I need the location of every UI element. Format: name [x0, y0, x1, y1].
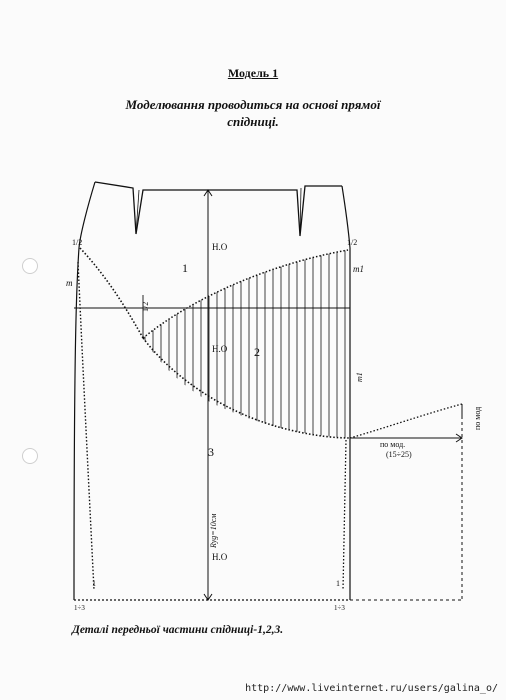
bottom-left-label: 1÷3	[74, 604, 85, 612]
vertical-note: Ryg=10см	[209, 513, 218, 548]
waist-line	[95, 182, 342, 236]
m-left-label: m	[66, 278, 73, 288]
region-3-label: 3	[208, 445, 214, 459]
h-right-label: 1	[336, 579, 340, 588]
region-1-label: 1	[182, 261, 188, 275]
ho-label-middle: Н.О	[212, 344, 228, 354]
model-title: Модель 1	[227, 66, 279, 80]
ho-label-lower: Н.О	[212, 552, 228, 562]
hatched-region-2	[143, 250, 350, 438]
frac-half-mid: 1/2	[141, 301, 150, 312]
bottom-right-label: 1÷3	[334, 604, 345, 612]
right-panel-edge	[343, 440, 346, 590]
po-mod-label: по мод	[473, 406, 482, 430]
upper-model-curve	[80, 248, 143, 338]
m1-right-label: m1	[353, 264, 364, 274]
source-url: http://www.liveinternet.ru/users/galina_o/	[245, 683, 498, 694]
ho-label-upper: Н.О	[212, 242, 228, 252]
left-panel-edge	[78, 262, 94, 590]
h-left-label: 1	[92, 579, 96, 588]
subtitle-line-2: спідниці.	[227, 114, 279, 129]
fraction-label: (15÷25)	[386, 450, 412, 459]
frac-half-right: 1/2	[347, 238, 358, 247]
side-extension	[350, 404, 462, 438]
frac-half-left: 1/2	[72, 238, 83, 247]
po-mod-arrow-label: по мод.	[380, 440, 406, 449]
region-2-label: 2	[254, 345, 260, 359]
figure-caption: Деталі передньої частини спідниці-1,2,3.	[72, 624, 284, 636]
m1-vertical-label: m1	[355, 372, 364, 382]
subtitle-line-1: Моделювання проводиться на основі прямої	[125, 97, 381, 112]
